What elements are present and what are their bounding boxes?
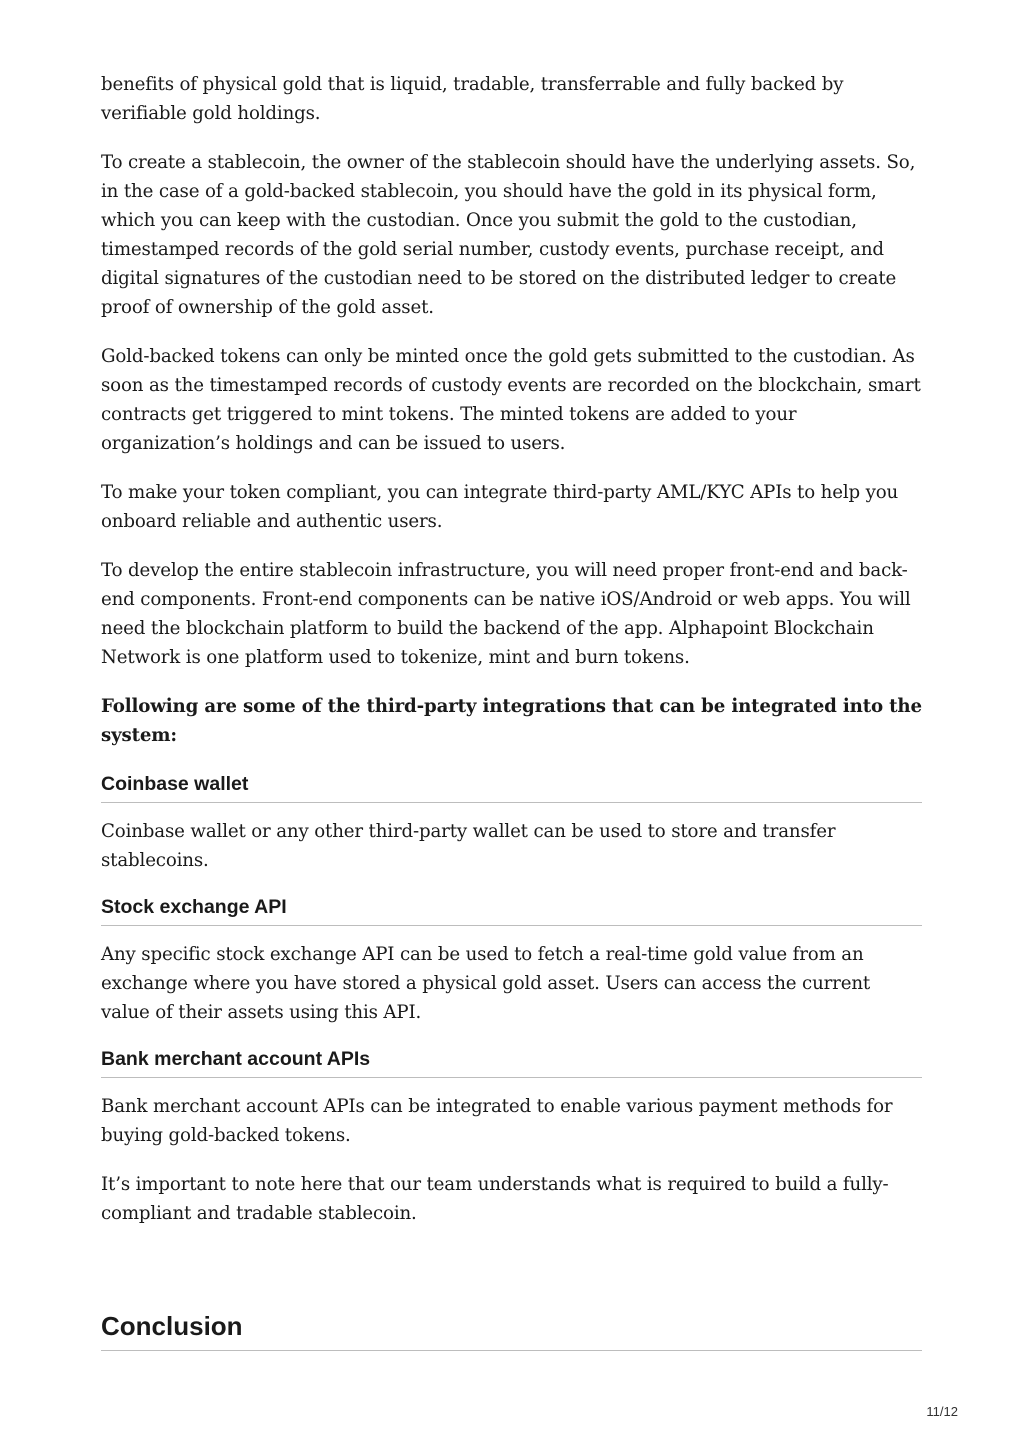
integrations-intro: Following are some of the third-party integrations that can be integrated into the system:	[101, 696, 922, 746]
paragraph-coinbase-wallet: Coinbase wallet or any other third-party wallet can be used to store and transfer stablecoins.	[101, 821, 836, 871]
paragraph-compliance: To make your token compliant, you can integrate third-party AML/KYC APIs to help you onboard reliable and authentic users.	[101, 482, 899, 532]
heading-coinbase-wallet: Coinbase wallet	[101, 772, 922, 803]
heading-bank-merchant-apis: Bank merchant account APIs	[101, 1047, 922, 1078]
page-number: 11/12	[926, 1404, 958, 1419]
heading-stock-exchange-api: Stock exchange API	[101, 895, 922, 926]
paragraph-create-stablecoin: To create a stablecoin, the owner of the stablecoin should have the underlying assets. So, in the case of a gold-backed stablecoin, you should have the gold in its physical form, which you can keep with the custodian. Once you submit the gold to the custodian, timestamped records of the gold serial number, custody events, purchase receipt, and digital signatures of the custodian need to be stored on the distributed ledger to create proof of ownership of the gold asset.	[101, 152, 916, 318]
paragraph-stock-exchange-api: Any specific stock exchange API can be used to fetch a real-time gold value from an exchange where you have stored a physical gold asset. Users can access the current value of their assets using this API.	[101, 944, 871, 1023]
paragraph-gold-benefits: benefits of physical gold that is liquid, tradable, transferrable and fully backed by verifiable gold holdings.	[101, 74, 844, 124]
paragraph-infrastructure: To develop the entire stablecoin infrastructure, you will need proper front-end and back-end components. Front-end components can be native iOS/Android or web apps. You will need the blockchain platform to build the backend of the app. Alphapoint Blockchain Network is one platform used to tokenize, mint and burn tokens.	[101, 560, 911, 668]
paragraph-minting: Gold-backed tokens can only be minted once the gold gets submitted to the custodian. As soon as the timestamped records of custody events are recorded on the blockchain, smart contracts get triggered to mint tokens. The minted tokens are added to your organization’s holdings and can be issued to users.	[101, 346, 921, 454]
paragraph-closing: It’s important to note here that our team understands what is required to build a fully-compliant and tradable stablecoin.	[101, 1174, 889, 1224]
paragraph-bank-merchant-apis: Bank merchant account APIs can be integrated to enable various payment methods for buying gold-backed tokens.	[101, 1096, 893, 1146]
conclusion-heading: Conclusion	[101, 1310, 922, 1351]
document-body	[101, 70, 922, 1248]
